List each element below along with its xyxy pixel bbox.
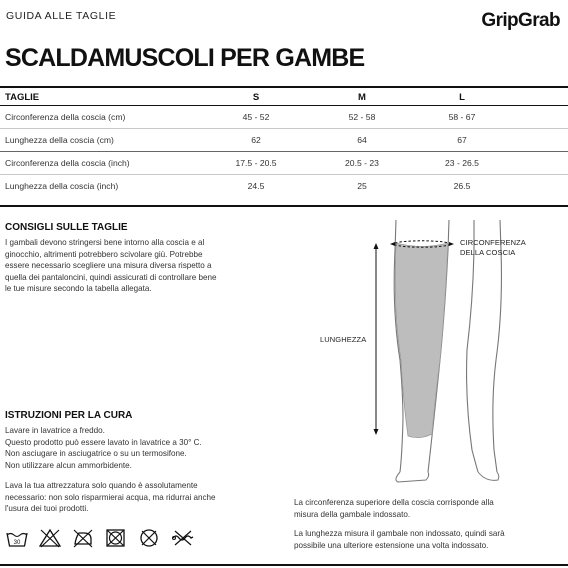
row-label: Circonferenza della coscia (cm): [5, 112, 126, 122]
cell: 23 - 26.5: [445, 158, 479, 168]
circumference-arrow-left: [390, 242, 395, 246]
wash-temp-label: 30: [13, 540, 21, 546]
row-label: Lunghezza della coscia (inch): [5, 181, 119, 191]
circumference-arrow-right: [449, 242, 454, 246]
cell: 67: [457, 135, 467, 145]
no-wring-icon: [171, 528, 195, 548]
size-header-m: M: [358, 92, 366, 103]
length-label: LUNGHEZZA: [320, 335, 367, 344]
circumference-label: CIRCONFERENZA DELLA COSCIA: [460, 238, 526, 257]
length-note: La lunghezza misura il gambale non indossato, quindi sarà possibile una ulteriore estensione una volta indossato.: [294, 529, 505, 550]
page-title: SCALDAMUSCOLI PER GAMBE: [5, 44, 365, 72]
care-heading: ISTRUZIONI PER LA CURA: [5, 410, 133, 421]
bottom-divider: [0, 564, 568, 566]
size-header-s: S: [252, 92, 260, 103]
size-table: [0, 90, 568, 197]
cell: 62: [251, 135, 261, 145]
cell: 58 - 67: [448, 112, 476, 122]
circumference-note: La circonferenza superiore della coscia corrisponde alla misura della gambale indossato.: [294, 498, 494, 519]
no-dry-clean-icon: [138, 528, 160, 548]
table-row: [0, 175, 568, 198]
title-divider: [0, 86, 568, 88]
cell: 24.5: [247, 181, 265, 191]
cell: 20.5 - 23: [345, 158, 379, 168]
table-row: [0, 106, 568, 129]
care-advice-text: Lava la tua attrezzatura solo quando è assolutamente necessario: non solo risparmierai acqua, ma ridurrai anche l'usura dei tuoi prodotti.: [5, 481, 216, 514]
guide-kicker: GUIDA ALLE TAGLIE: [6, 10, 117, 22]
leg-diagram: [300, 210, 568, 490]
right-foot-outline: [478, 472, 499, 480]
advice-text: I gambali devono stringersi bene intorno alla coscia e al ginocchio, altrimenti potrebbero scivolare giù. Potrebbe essere necessario scegliere una misura diversa rispetto a quella dei pantaloncini, quindi assicurati di controllare bene le tue misure secondo la tabella allegata.: [5, 238, 217, 294]
care-icons: [6, 528, 195, 548]
table-row: [0, 152, 568, 175]
cell: 26.5: [453, 181, 471, 191]
length-arrow-bottom: [374, 429, 379, 435]
left-foot-outline: [396, 472, 429, 482]
no-bleach-icon: [39, 528, 61, 548]
no-iron-icon: [72, 528, 94, 548]
row-label: Lunghezza della coscia (cm): [5, 135, 114, 145]
advice-heading: CONSIGLI SULLE TAGLIE: [5, 222, 128, 233]
size-header-l: L: [459, 92, 465, 103]
size-header-row: [0, 90, 568, 106]
cell: 45 - 52: [242, 112, 270, 122]
wash-30-icon: [6, 528, 28, 548]
cell: 25: [357, 181, 367, 191]
table-bottom-divider: [0, 205, 568, 207]
care-text: Lavare in lavatrice a freddo. Questo prodotto può essere lavato in lavatrice a 30° C. Non asciugare in asciugatrice o su un termosifone. Non utilizzare alcun ammorbidente.: [5, 426, 202, 470]
length-arrow-top: [374, 243, 379, 249]
no-tumble-dry-icon: [105, 528, 127, 548]
row-label: Circonferenza della coscia (inch): [5, 158, 130, 168]
brand-logo: GripGrab: [481, 10, 560, 31]
cell: 52 - 58: [348, 112, 376, 122]
cell: 17.5 - 20.5: [235, 158, 277, 168]
size-header-label: TAGLIE: [5, 92, 40, 103]
table-row: [0, 129, 568, 152]
cell: 64: [357, 135, 367, 145]
